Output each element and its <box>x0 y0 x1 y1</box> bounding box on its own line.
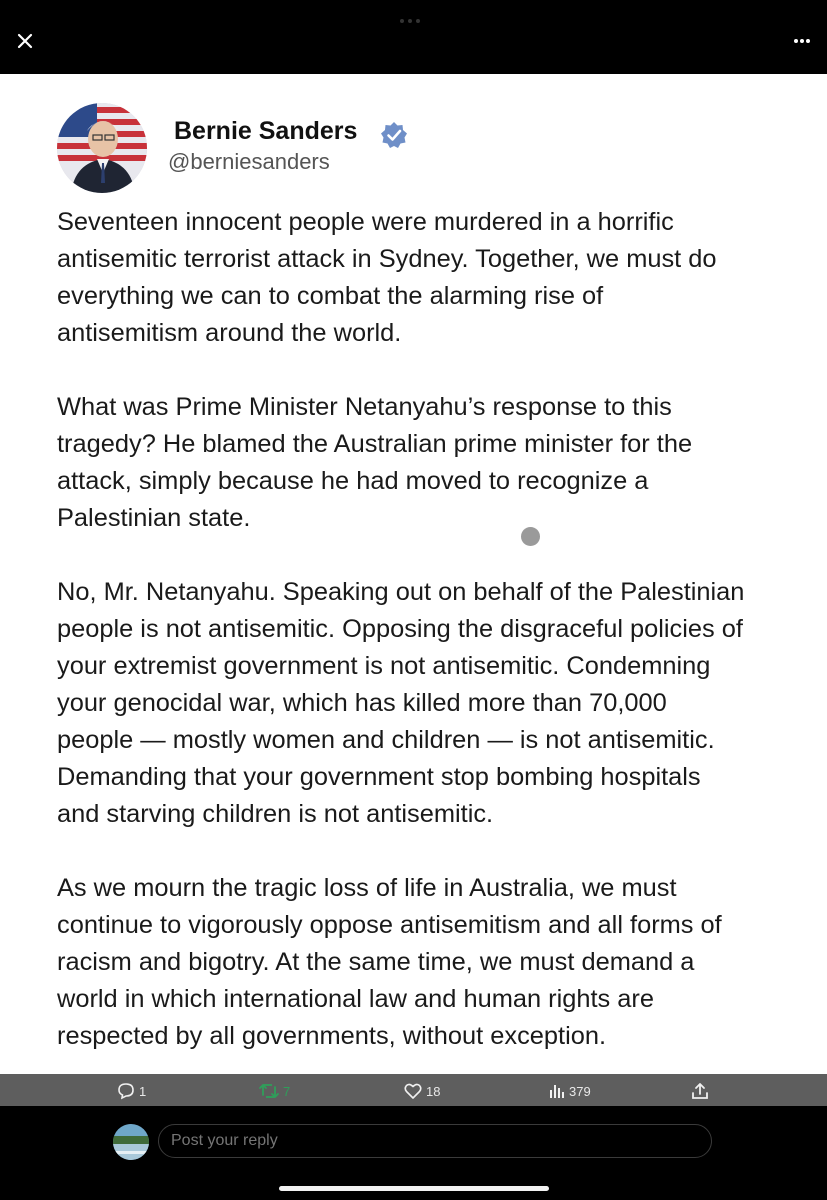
like-count: 18 <box>426 1083 441 1099</box>
top-bar <box>0 0 827 74</box>
like-button[interactable] <box>403 1080 440 1102</box>
tweet-paragraph: No, Mr. Netanyahu. Speaking out on behalf of the Palestinian people is not antisemitic. Opposing the disgraceful policies of your extremist government is not antisemitic. Condemning your genocidal war, which has killed more than 70,000 people — mostly women and children — is not antisemitic. Demanding that your government stop bombing hospitals and starving children is not antisemitic. <box>57 578 745 828</box>
avatar[interactable] <box>57 103 147 193</box>
reply-count: 1 <box>139 1083 147 1099</box>
close-icon <box>12 28 38 54</box>
tweet-paragraph: What was Prime Minister Netanyahu’s response to this tragedy? He blamed the Australian prime minister for the attack, simply because he had moved to recognize a Palestinian state. <box>57 393 693 532</box>
user-avatar[interactable] <box>113 1124 149 1160</box>
tweet-paragraph: As we mourn the tragic loss of life in Australia, we must continue to vigorously oppose antisemitism and all forms of racism and bigotry. At the same time, we must demand a world in which international law and human rights are respected by all governments, without exception. <box>57 874 722 1050</box>
user-avatar-image <box>113 1124 149 1160</box>
more-horizontal-icon <box>789 28 815 54</box>
author-name[interactable]: Bernie Sanders <box>174 117 358 145</box>
close-button[interactable] <box>12 28 38 54</box>
author-handle[interactable]: @berniesanders <box>168 149 330 174</box>
share-icon <box>690 1081 710 1101</box>
repost-icon <box>258 1081 280 1101</box>
reply-input[interactable] <box>158 1124 712 1158</box>
verified-badge-icon <box>379 120 409 150</box>
share-button[interactable] <box>690 1080 710 1102</box>
repost-count: 7 <box>283 1083 291 1099</box>
touch-cursor <box>521 527 540 546</box>
views-count: 379 <box>569 1083 591 1099</box>
reply-button[interactable] <box>116 1080 146 1102</box>
repost-button[interactable] <box>258 1080 290 1102</box>
avatar-image <box>57 103 147 193</box>
more-options-button[interactable] <box>789 28 815 54</box>
reply-icon <box>116 1081 136 1101</box>
tweet-body <box>57 204 792 1074</box>
action-bar <box>0 1074 827 1106</box>
views-button[interactable] <box>548 1080 591 1102</box>
tweet-card <box>0 74 827 1074</box>
tweet-paragraph: Seventeen innocent people were murdered in a horrific antisemitic terrorist attack in Sydney. Together, we must do everything we can to combat the alarming rise of antisemitism around the world. <box>57 208 717 347</box>
drag-handle[interactable] <box>400 10 428 14</box>
home-indicator[interactable] <box>279 1186 549 1191</box>
bar-chart-icon <box>548 1082 566 1100</box>
heart-icon <box>403 1081 423 1101</box>
